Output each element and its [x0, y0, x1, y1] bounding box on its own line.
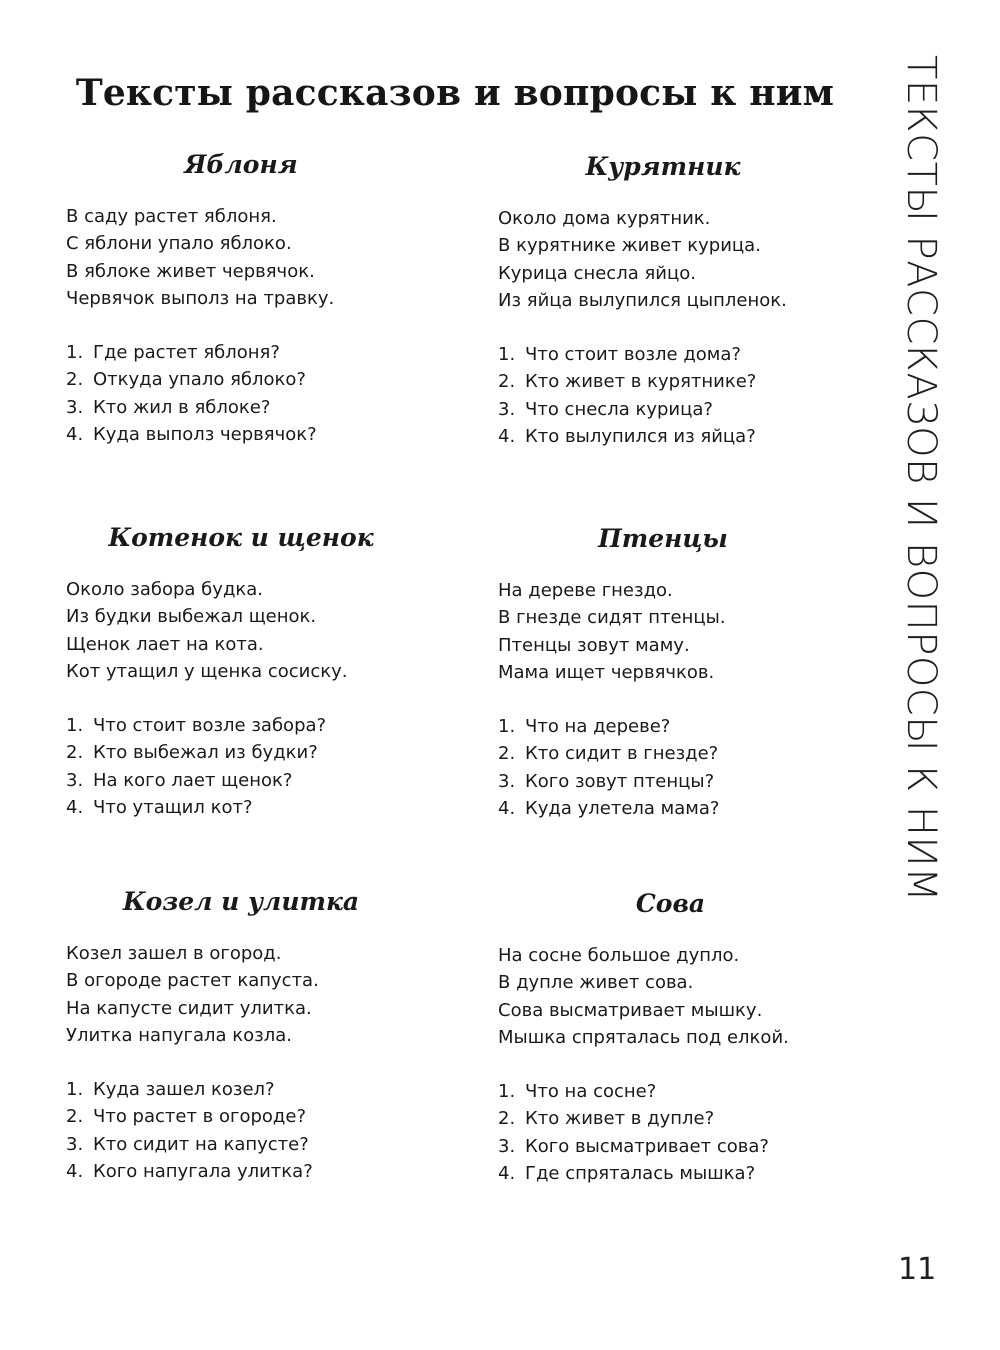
question-number: 1. — [66, 342, 84, 364]
story-title: Сова — [635, 889, 706, 918]
question-number: 4. — [498, 426, 516, 448]
story-title: Котенок и щенок — [108, 523, 374, 552]
question-number: 1. — [66, 715, 84, 737]
question-item — [66, 767, 446, 794]
question-number: 1. — [498, 344, 516, 366]
question-list — [498, 1078, 878, 1187]
question-number: 4. — [498, 1163, 516, 1185]
story-text — [66, 203, 446, 312]
question-text: Что снесла курица? — [525, 398, 713, 420]
question-list — [66, 339, 446, 448]
page-number: 11 — [898, 1252, 937, 1287]
question-number: 3. — [498, 770, 516, 792]
question-number: 1. — [498, 1081, 516, 1103]
story-block — [498, 152, 878, 450]
story-line: На сосне большое дупло. — [498, 945, 740, 966]
story-title: Птенцы — [598, 524, 728, 553]
question-number: 2. — [66, 742, 84, 764]
story-block — [66, 887, 446, 1185]
story-line: Около забора будка. — [66, 579, 264, 600]
question-text: На кого лает щенок? — [93, 769, 293, 791]
question-number: 3. — [66, 396, 84, 418]
story-line: Около дома курятник. — [498, 208, 711, 229]
story-text — [66, 940, 446, 1049]
question-item — [66, 739, 446, 766]
question-item — [498, 740, 878, 767]
story-line: На дереве гнездо. — [498, 580, 673, 601]
question-text: Что стоит возле дома? — [525, 344, 741, 366]
question-list — [66, 712, 446, 821]
question-number: 4. — [66, 1161, 84, 1183]
question-list — [498, 713, 878, 822]
question-text: Откуда упало яблоко? — [93, 369, 306, 391]
story-line: Червячок выполз на травку. — [66, 287, 335, 309]
question-item — [498, 368, 878, 395]
story-title: Яблоня — [184, 150, 298, 179]
question-text: Где спряталась мышка? — [525, 1163, 756, 1185]
question-text: Кто живет в дупле? — [525, 1108, 715, 1130]
story-line: Щенок лает на кота. — [66, 633, 264, 655]
question-number: 3. — [498, 1135, 516, 1157]
question-text: Кого высматривает сова? — [525, 1135, 769, 1157]
question-text: Что утащил кот? — [93, 797, 253, 819]
question-text: Что растет в огороде? — [93, 1106, 307, 1128]
story-line: В дупле живет сова. — [498, 972, 694, 994]
question-item — [498, 768, 878, 795]
story-title: Курятник — [585, 152, 741, 181]
story-line: Козел зашел в огород. — [66, 943, 282, 964]
story-block — [498, 889, 878, 1187]
question-text: Где растет яблоня? — [93, 342, 280, 364]
story-line: На капусте сидит улитка. — [66, 997, 312, 1019]
story-line: Кот утащил у щенка сосиску. — [66, 660, 348, 682]
question-item — [66, 712, 446, 739]
story-text — [498, 942, 878, 1051]
story-line: Птенцы зовут маму. — [498, 634, 690, 656]
question-item — [66, 339, 446, 366]
question-number: 4. — [498, 798, 516, 820]
story-line: Сова высматривает мышку. — [498, 999, 763, 1021]
question-item — [66, 394, 446, 421]
question-text: Куда выполз червячок? — [93, 424, 317, 446]
story-line: Курица снесла яйцо. — [498, 262, 696, 284]
story-block — [66, 150, 446, 448]
question-number: 3. — [66, 1133, 84, 1155]
story-title: Козел и улитка — [122, 887, 360, 916]
question-text: Кого зовут птенцы? — [525, 770, 715, 792]
question-item — [498, 1105, 878, 1132]
question-number: 2. — [498, 1108, 516, 1130]
question-item — [66, 1131, 446, 1158]
question-number: 2. — [66, 369, 84, 391]
question-text: Кто жил в яблоке? — [93, 396, 271, 418]
question-item — [66, 1076, 446, 1103]
story-block — [498, 524, 878, 822]
story-line: Мама ищет червячков. — [498, 661, 715, 683]
question-text: Кто вылупился из яйца? — [525, 426, 756, 448]
question-item — [498, 1160, 878, 1187]
question-text: Что на сосне? — [525, 1081, 657, 1103]
question-item — [66, 1158, 446, 1185]
question-text: Что стоит возле забора? — [93, 715, 327, 737]
question-item — [66, 421, 446, 448]
question-number: 1. — [66, 1079, 84, 1101]
question-item — [66, 794, 446, 821]
question-text: Куда улетела мама? — [525, 798, 720, 820]
story-line: В саду растет яблоня. — [66, 206, 277, 227]
question-item — [498, 423, 878, 450]
side-running-title: ТЕКСТЫ РАССКАЗОВ И ВОПРОСЫ К НИМ — [898, 55, 944, 903]
question-number: 1. — [498, 716, 516, 738]
question-text: Кого напугала улитка? — [93, 1161, 313, 1183]
story-line: В гнезде сидят птенцы. — [498, 607, 726, 629]
question-list — [498, 341, 878, 450]
question-item — [498, 341, 878, 368]
question-text: Кто сидит в гнезде? — [525, 743, 719, 765]
question-item — [498, 1078, 878, 1105]
question-number: 2. — [498, 371, 516, 393]
question-text: Что на дереве? — [525, 716, 671, 738]
story-text — [498, 577, 878, 686]
question-text: Кто выбежал из будки? — [93, 742, 318, 764]
question-item — [66, 366, 446, 393]
question-number: 2. — [498, 743, 516, 765]
story-line: В яблоке живет червячок. — [66, 260, 315, 282]
question-list — [66, 1076, 446, 1185]
story-line: В огороде растет капуста. — [66, 970, 319, 992]
question-text: Куда зашел козел? — [93, 1079, 275, 1101]
story-block — [66, 523, 446, 821]
question-text: Кто сидит на капусте? — [93, 1133, 309, 1155]
story-text — [498, 205, 878, 314]
question-item — [498, 795, 878, 822]
question-number: 4. — [66, 797, 84, 819]
question-item — [66, 1103, 446, 1130]
question-number: 2. — [66, 1106, 84, 1128]
story-line: Мышка спряталась под елкой. — [498, 1026, 789, 1048]
question-text: Кто живет в курятнике? — [525, 371, 757, 393]
question-item — [498, 1133, 878, 1160]
question-item — [498, 396, 878, 423]
story-line: С яблони упало яблоко. — [66, 233, 292, 255]
question-number: 4. — [66, 424, 84, 446]
story-line: Улитка напугала козла. — [66, 1024, 292, 1046]
story-text — [66, 576, 446, 685]
story-line: Из будки выбежал щенок. — [66, 606, 317, 628]
story-line: В курятнике живет курица. — [498, 235, 761, 257]
question-item — [498, 713, 878, 740]
page-title: Тексты рассказов и вопросы к ним — [75, 72, 835, 114]
story-line: Из яйца вылупился цыпленок. — [498, 289, 787, 311]
question-number: 3. — [66, 769, 84, 791]
question-number: 3. — [498, 398, 516, 420]
